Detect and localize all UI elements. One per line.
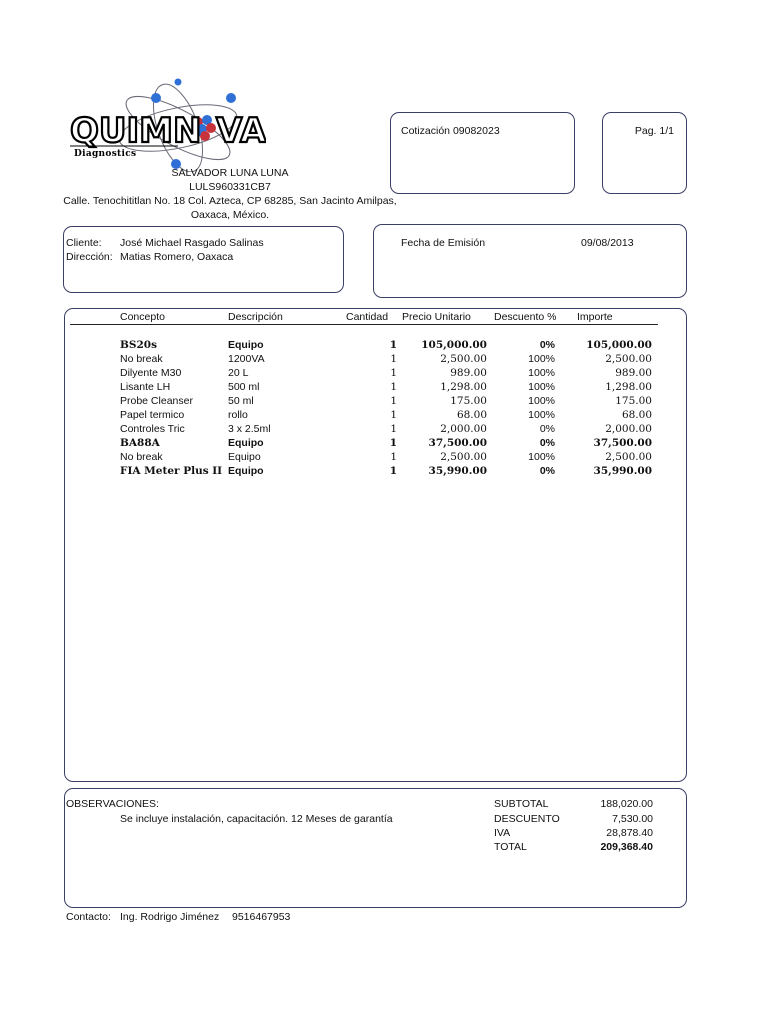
logo-text-right: VA <box>216 111 266 151</box>
cell-cantidad: 1 <box>390 423 397 435</box>
cell-descripcion: 3 x 2.5ml <box>228 423 271 435</box>
company-rfc: LULS960331CB7 <box>189 181 271 193</box>
total-label: TOTAL <box>494 841 527 853</box>
cell-descripcion: Equipo <box>228 339 264 351</box>
table-row <box>0 464 768 478</box>
cell-importe: 2,500.00 <box>605 353 652 365</box>
cell-descuento: 0% <box>539 437 555 449</box>
cell-importe: 1,298.00 <box>605 381 652 393</box>
col-header-descripcion: Descripción <box>228 311 283 323</box>
cell-cantidad: 1 <box>390 395 397 407</box>
cell-concepto: BS20s <box>120 339 157 351</box>
logo-subtitle: Diagnostics <box>74 149 137 159</box>
cell-cantidad: 1 <box>390 381 397 393</box>
total-value: 209,368.40 <box>600 841 653 853</box>
cell-precio: 105,000.00 <box>421 339 487 351</box>
iva-label: IVA <box>494 827 511 839</box>
observations-text: Se incluye instalación, capacitación. 12 Meses de garantía <box>120 813 393 825</box>
issue-date-value: 09/08/2013 <box>581 237 634 249</box>
cell-descripcion: rollo <box>228 409 248 421</box>
cell-descripcion: Equipo <box>228 451 261 463</box>
cell-concepto: Lisante LH <box>120 381 171 393</box>
table-row <box>0 352 768 366</box>
col-header-descuento: Descuento % <box>494 311 557 323</box>
cell-descripcion: 20 L <box>228 367 249 379</box>
iva-value: 28,878.40 <box>606 827 653 839</box>
cell-descuento: 100% <box>528 381 555 393</box>
subtotal-value: 188,020.00 <box>600 798 653 810</box>
cell-descripcion: Equipo <box>228 465 264 477</box>
cell-importe: 35,990.00 <box>593 465 652 477</box>
cell-descripcion: Equipo <box>228 437 264 449</box>
cell-concepto: No break <box>120 353 163 365</box>
client-value: José Michael Rasgado Salinas <box>120 237 264 249</box>
subtotal-label: SUBTOTAL <box>494 798 549 810</box>
cell-concepto: Probe Cleanser <box>120 395 193 407</box>
contact-label: Contacto: <box>66 911 111 923</box>
cell-precio: 2,000.00 <box>440 423 487 435</box>
address-value: Matias Romero, Oaxaca <box>120 251 234 263</box>
atom-logo-icon <box>66 76 266 172</box>
cell-importe: 175.00 <box>615 395 652 407</box>
cell-precio: 1,298.00 <box>440 381 487 393</box>
cell-cantidad: 1 <box>390 409 397 421</box>
cell-descuento: 100% <box>528 353 555 365</box>
company-name: SALVADOR LUNA LUNA <box>171 167 289 179</box>
cell-descripcion: 500 ml <box>228 381 260 393</box>
cell-importe: 989.00 <box>615 367 652 379</box>
table-row <box>0 422 768 436</box>
cell-descuento: 100% <box>528 395 555 407</box>
cell-concepto: Papel termico <box>120 409 185 421</box>
cell-descuento: 100% <box>528 451 555 463</box>
col-header-concepto: Concepto <box>120 311 165 323</box>
cell-cantidad: 1 <box>389 339 397 351</box>
logo-text-left: QUIMN <box>70 111 202 151</box>
cell-importe: 2,000.00 <box>605 423 652 435</box>
cell-descripcion: 1200VA <box>228 353 265 365</box>
col-header-precio: Precio Unitario <box>402 311 471 323</box>
table-row <box>0 394 768 408</box>
cell-precio: 2,500.00 <box>440 451 487 463</box>
cell-precio: 35,990.00 <box>428 465 487 477</box>
issue-date-box <box>373 224 687 298</box>
quote-number: Cotización 09082023 <box>401 125 500 137</box>
company-logo <box>66 76 266 172</box>
page-number: Pag. 1/1 <box>634 125 674 137</box>
cell-precio: 175.00 <box>450 395 487 407</box>
discount-value: 7,530.00 <box>612 813 653 825</box>
cell-precio: 37,500.00 <box>428 437 487 449</box>
col-header-importe: Importe <box>577 311 613 323</box>
address-label: Dirección: <box>66 251 113 263</box>
table-row <box>0 366 768 380</box>
cell-descuento: 0% <box>539 339 555 351</box>
issue-date-label: Fecha de Emisión <box>401 237 486 249</box>
cell-cantidad: 1 <box>389 437 397 449</box>
cell-concepto: BA88A <box>120 437 160 449</box>
company-address-line-2: Oaxaca, México. <box>190 209 270 221</box>
cell-descuento: 100% <box>528 367 555 379</box>
cell-descuento: 0% <box>539 465 555 477</box>
table-row <box>0 450 768 464</box>
cell-cantidad: 1 <box>390 353 397 365</box>
cell-descuento: 100% <box>528 409 555 421</box>
table-row <box>0 380 768 394</box>
cell-descripcion: 50 ml <box>228 395 254 407</box>
header-divider <box>70 324 658 325</box>
cell-concepto: FIA Meter Plus II <box>120 465 223 477</box>
contact-name: Ing. Rodrigo Jiménez <box>120 911 220 923</box>
cell-importe: 68.00 <box>621 409 652 421</box>
cell-concepto: Dilyente M30 <box>120 367 182 379</box>
cell-precio: 68.00 <box>456 409 487 421</box>
discount-label: DESCUENTO <box>494 813 560 825</box>
company-address-line-1: Calle. Tenochititlan No. 18 Col. Azteca, CP 68285, San Jacinto Amilpas, <box>63 195 397 207</box>
table-row <box>0 338 768 352</box>
cell-concepto: No break <box>120 451 163 463</box>
cell-concepto: Controles Tric <box>120 423 185 435</box>
cell-precio: 989.00 <box>450 367 487 379</box>
cell-cantidad: 1 <box>390 451 397 463</box>
client-label: Cliente: <box>66 237 102 249</box>
table-row <box>0 436 768 450</box>
cell-precio: 2,500.00 <box>440 353 487 365</box>
cell-importe: 2,500.00 <box>605 451 652 463</box>
col-header-cantidad: Cantidad <box>346 311 389 323</box>
cell-cantidad: 1 <box>389 465 397 477</box>
contact-phone: 9516467953 <box>232 911 291 923</box>
cell-cantidad: 1 <box>390 367 397 379</box>
cell-importe: 105,000.00 <box>586 339 652 351</box>
cell-descuento: 0% <box>539 423 555 435</box>
observations-label: OBSERVACIONES: <box>66 798 159 810</box>
cell-importe: 37,500.00 <box>593 437 652 449</box>
table-row <box>0 408 768 422</box>
